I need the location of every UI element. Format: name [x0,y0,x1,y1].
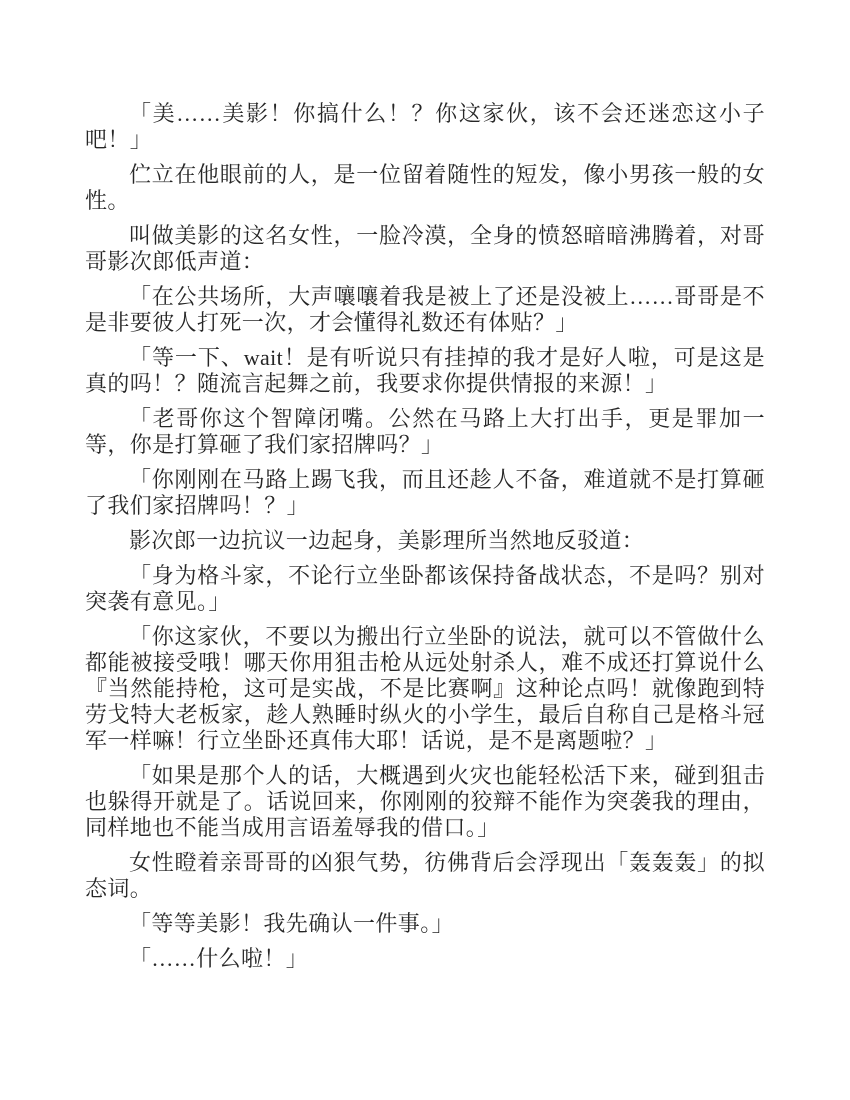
paragraph: 叫做美影的这名女性，一脸冷漠，全身的愤怒暗暗沸腾着，对哥哥影次郎低声道： [85,223,765,274]
paragraph: 「等等美影！我先确认一件事。」 [129,911,455,936]
paragraph: 影次郎一边抗议一边起身，美影理所当然地反驳道： [129,528,645,553]
paragraph: 「你这家伙，不要以为搬出行立坐卧的说法，就可以不管做什么都能被接受哦！哪天你用狙击枪从远处射杀人，难不成还打算说什么『当然能持枪，这可是实战，不是比赛啊』这种论点吗！就像跑到特劳戈特大老板家，趁人熟睡时纵火的小学生，最后自称自己是格斗冠军一样嘛！行立坐卧还真伟大耶！话说，是不是离题啦？」 [85,624,765,753]
paragraph: 「老哥你这个智障闭嘴。公然在马路上大打出手，更是罪加一等，你是打算砸了我们家招牌吗？」 [85,406,765,457]
paragraph: 「你刚刚在马路上踢飞我，而且还趁人不备，难道就不是打算砸了我们家招牌吗！？」 [85,467,765,518]
paragraph: 「身为格斗家，不论行立坐卧都该保持备战状态，不是吗？别对突袭有意见。」 [85,563,765,614]
paragraph: 「美……美影！你搞什么！？你这家伙，该不会还迷恋这小子吧！」 [85,101,765,152]
paragraph: 「等一下、wait！是有听说只有挂掉的我才是好人啦，可是这是真的吗！？随流言起舞之前，我要求你提供情报的来源！」 [85,345,765,396]
paragraph: 女性瞪着亲哥哥的凶狠气势，彷佛背后会浮现出「轰轰轰」的拟态词。 [85,850,765,901]
text-column [85,101,765,972]
paragraph: 伫立在他眼前的人，是一位留着随性的短发，像小男孩一般的女性。 [85,162,765,213]
paragraph: 「如果是那个人的话，大概遇到火灾也能轻松活下来，碰到狙击也躲得开就是了。话说回来，你刚刚的狡辩不能作为突袭我的理由，同样地也不能当成用言语羞辱我的借口。」 [85,763,765,840]
paragraph: 「在公共场所，大声嚷嚷着我是被上了还是没被上……哥哥是不是非要彼人打死一次，才会懂得礼数还有体贴？」 [85,284,765,335]
paragraph: 「……什么啦！」 [129,946,309,971]
